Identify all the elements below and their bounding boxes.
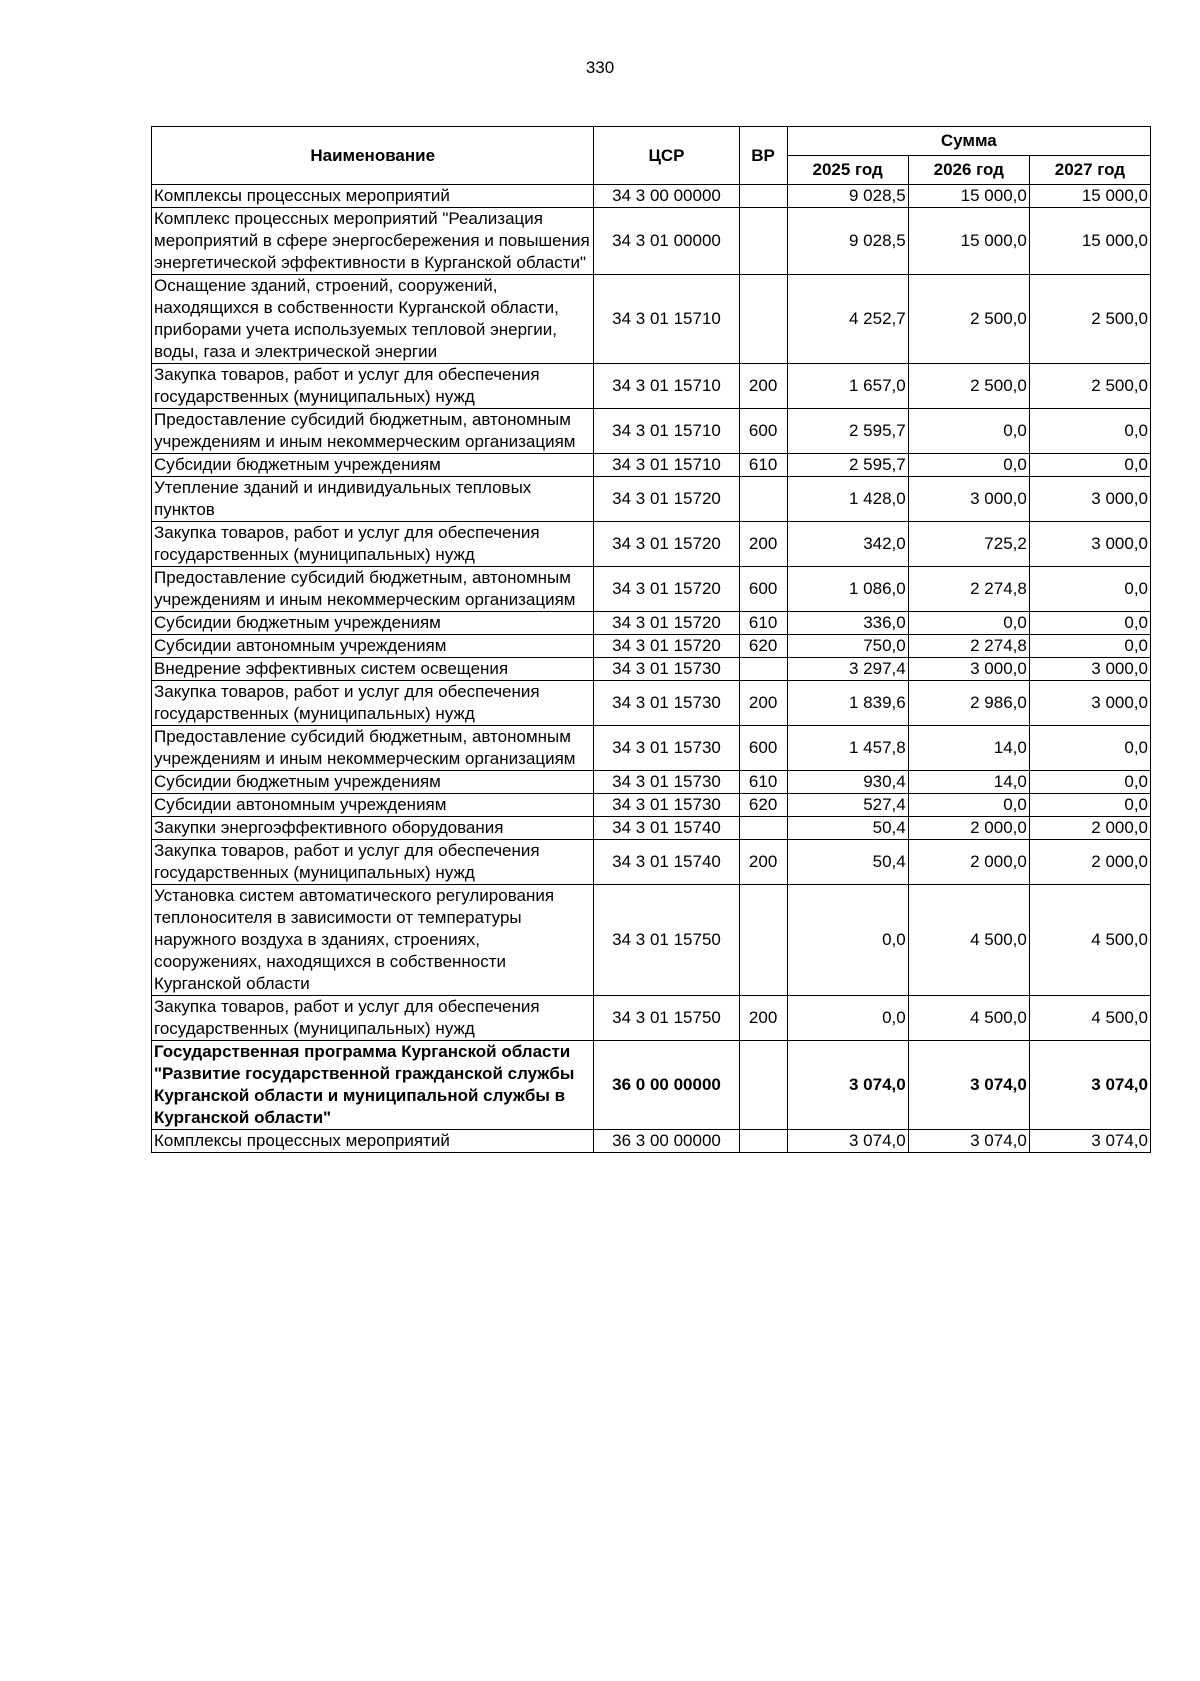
cell-2027: 15 000,0 — [1029, 185, 1150, 208]
cell-vr: 200 — [739, 840, 787, 885]
table-row — [152, 477, 1151, 522]
table-row — [152, 612, 1151, 635]
cell-2025: 4 252,7 — [787, 275, 908, 364]
cell-2027: 0,0 — [1029, 612, 1150, 635]
cell-2025: 750,0 — [787, 635, 908, 658]
cell-2027: 3 000,0 — [1029, 477, 1150, 522]
header-vr: ВР — [739, 127, 787, 185]
table-row — [152, 771, 1151, 794]
cell-2025: 2 595,7 — [787, 454, 908, 477]
cell-2027: 0,0 — [1029, 771, 1150, 794]
header-year-2026: 2026 год — [908, 156, 1029, 185]
cell-vr — [739, 1130, 787, 1153]
cell-2026: 3 074,0 — [908, 1041, 1029, 1130]
cell-2026: 14,0 — [908, 771, 1029, 794]
table-row — [152, 522, 1151, 567]
cell-name: Субсидии бюджетным учреждениям — [152, 454, 594, 477]
cell-name: Утепление зданий и индивидуальных тепловых пунктов — [152, 477, 594, 522]
cell-2025: 1 457,8 — [787, 726, 908, 771]
cell-vr — [739, 185, 787, 208]
cell-2027: 3 000,0 — [1029, 681, 1150, 726]
cell-2026: 0,0 — [908, 409, 1029, 454]
cell-2027: 0,0 — [1029, 454, 1150, 477]
cell-name: Закупка товаров, работ и услуг для обеспечения государственных (муниципальных) нужд — [152, 522, 594, 567]
cell-2027: 0,0 — [1029, 409, 1150, 454]
cell-csr: 34 3 01 15710 — [594, 275, 739, 364]
cell-name: Закупка товаров, работ и услуг для обеспечения государственных (муниципальных) нужд — [152, 681, 594, 726]
cell-name: Оснащение зданий, строений, сооружений, находящихся в собственности Курганской области, приборами учета используемых тепловой энергии, воды, газа и электрической энергии — [152, 275, 594, 364]
cell-vr: 600 — [739, 726, 787, 771]
cell-vr: 200 — [739, 681, 787, 726]
cell-2025: 3 074,0 — [787, 1041, 908, 1130]
cell-csr: 34 3 01 15740 — [594, 840, 739, 885]
cell-2026: 3 074,0 — [908, 1130, 1029, 1153]
cell-name: Закупки энергоэффективного оборудования — [152, 817, 594, 840]
table-row — [152, 726, 1151, 771]
cell-2027: 0,0 — [1029, 635, 1150, 658]
table-row — [152, 409, 1151, 454]
cell-name: Субсидии бюджетным учреждениям — [152, 612, 594, 635]
cell-2026: 0,0 — [908, 612, 1029, 635]
table-body — [152, 185, 1151, 1153]
cell-name: Закупка товаров, работ и услуг для обеспечения государственных (муниципальных) нужд — [152, 840, 594, 885]
cell-vr: 600 — [739, 567, 787, 612]
table-row — [152, 996, 1151, 1041]
cell-2027: 0,0 — [1029, 567, 1150, 612]
cell-2027: 3 074,0 — [1029, 1130, 1150, 1153]
cell-name: Комплексы процессных мероприятий — [152, 1130, 594, 1153]
cell-vr — [739, 275, 787, 364]
cell-vr — [739, 817, 787, 840]
cell-2027: 3 000,0 — [1029, 658, 1150, 681]
cell-csr: 34 3 01 00000 — [594, 208, 739, 275]
cell-csr: 34 3 01 15740 — [594, 817, 739, 840]
cell-csr: 34 3 01 15720 — [594, 477, 739, 522]
cell-2025: 3 297,4 — [787, 658, 908, 681]
cell-csr: 34 3 01 15730 — [594, 794, 739, 817]
table-row — [152, 794, 1151, 817]
cell-2025: 50,4 — [787, 840, 908, 885]
cell-name: Субсидии бюджетным учреждениям — [152, 771, 594, 794]
table-row — [152, 681, 1151, 726]
cell-vr: 620 — [739, 794, 787, 817]
cell-name: Субсидии автономным учреждениям — [152, 635, 594, 658]
table-row — [152, 885, 1151, 996]
cell-2026: 2 274,8 — [908, 567, 1029, 612]
header-sum: Сумма — [787, 127, 1150, 156]
cell-name: Комплексы процессных мероприятий — [152, 185, 594, 208]
cell-2027: 2 000,0 — [1029, 840, 1150, 885]
cell-vr: 200 — [739, 996, 787, 1041]
cell-2025: 1 657,0 — [787, 364, 908, 409]
cell-name: Внедрение эффективных систем освещения — [152, 658, 594, 681]
table-row — [152, 658, 1151, 681]
cell-2025: 3 074,0 — [787, 1130, 908, 1153]
cell-csr: 34 3 01 15720 — [594, 522, 739, 567]
cell-vr — [739, 1041, 787, 1130]
cell-vr: 600 — [739, 409, 787, 454]
cell-2025: 336,0 — [787, 612, 908, 635]
cell-csr: 34 3 01 15730 — [594, 726, 739, 771]
cell-2025: 0,0 — [787, 996, 908, 1041]
cell-2025: 930,4 — [787, 771, 908, 794]
cell-csr: 34 3 01 15720 — [594, 635, 739, 658]
cell-csr: 36 3 00 00000 — [594, 1130, 739, 1153]
cell-2026: 2 986,0 — [908, 681, 1029, 726]
cell-2025: 342,0 — [787, 522, 908, 567]
cell-2026: 4 500,0 — [908, 885, 1029, 996]
cell-2025: 9 028,5 — [787, 185, 908, 208]
cell-csr: 34 3 01 15710 — [594, 364, 739, 409]
cell-2026: 14,0 — [908, 726, 1029, 771]
header-year-2027: 2027 год — [1029, 156, 1150, 185]
cell-2026: 2 274,8 — [908, 635, 1029, 658]
header-name: Наименование — [152, 127, 594, 185]
cell-2027: 15 000,0 — [1029, 208, 1150, 275]
table-row — [152, 275, 1151, 364]
table-row — [152, 817, 1151, 840]
cell-vr: 610 — [739, 612, 787, 635]
cell-2026: 15 000,0 — [908, 208, 1029, 275]
cell-2025: 527,4 — [787, 794, 908, 817]
cell-vr: 610 — [739, 454, 787, 477]
cell-2027: 2 500,0 — [1029, 364, 1150, 409]
cell-2026: 2 000,0 — [908, 840, 1029, 885]
cell-2026: 4 500,0 — [908, 996, 1029, 1041]
cell-2026: 2 500,0 — [908, 275, 1029, 364]
cell-name: Закупка товаров, работ и услуг для обеспечения государственных (муниципальных) нужд — [152, 996, 594, 1041]
table-row — [152, 1130, 1151, 1153]
cell-2025: 1 428,0 — [787, 477, 908, 522]
header-year-2025: 2025 год — [787, 156, 908, 185]
cell-2027: 0,0 — [1029, 794, 1150, 817]
cell-csr: 34 3 01 15730 — [594, 771, 739, 794]
cell-csr: 34 3 01 15750 — [594, 996, 739, 1041]
cell-2025: 2 595,7 — [787, 409, 908, 454]
cell-2025: 1 086,0 — [787, 567, 908, 612]
cell-name: Закупка товаров, работ и услуг для обеспечения государственных (муниципальных) нужд — [152, 364, 594, 409]
cell-vr — [739, 658, 787, 681]
cell-2026: 3 000,0 — [908, 477, 1029, 522]
cell-csr: 34 3 01 15750 — [594, 885, 739, 996]
cell-2027: 0,0 — [1029, 726, 1150, 771]
cell-2027: 2 500,0 — [1029, 275, 1150, 364]
header-csr: ЦСР — [594, 127, 739, 185]
budget-table — [151, 126, 1151, 1153]
cell-2025: 1 839,6 — [787, 681, 908, 726]
cell-name: Субсидии автономным учреждениям — [152, 794, 594, 817]
cell-vr: 610 — [739, 771, 787, 794]
cell-name: Установка систем автоматического регулирования теплоносителя в зависимости от температуры наружного воздуха в зданиях, строениях, сооружениях, находящихся в собственности Курганской области — [152, 885, 594, 996]
cell-name: Предоставление субсидий бюджетным, автономным учреждениям и иным некоммерческим организациям — [152, 567, 594, 612]
table-row — [152, 208, 1151, 275]
cell-csr: 34 3 01 15710 — [594, 454, 739, 477]
cell-name: Предоставление субсидий бюджетным, автономным учреждениям и иным некоммерческим организациям — [152, 409, 594, 454]
cell-2025: 50,4 — [787, 817, 908, 840]
cell-2026: 0,0 — [908, 794, 1029, 817]
cell-2026: 3 000,0 — [908, 658, 1029, 681]
cell-vr: 620 — [739, 635, 787, 658]
cell-2026: 15 000,0 — [908, 185, 1029, 208]
cell-2026: 0,0 — [908, 454, 1029, 477]
cell-vr — [739, 477, 787, 522]
cell-2025: 0,0 — [787, 885, 908, 996]
cell-name: Предоставление субсидий бюджетным, автономным учреждениям и иным некоммерческим организациям — [152, 726, 594, 771]
table-row — [152, 454, 1151, 477]
table-row — [152, 364, 1151, 409]
cell-csr: 34 3 01 15720 — [594, 567, 739, 612]
table-row — [152, 1041, 1151, 1130]
cell-vr — [739, 885, 787, 996]
cell-csr: 34 3 01 15730 — [594, 658, 739, 681]
cell-2027: 4 500,0 — [1029, 885, 1150, 996]
cell-2025: 9 028,5 — [787, 208, 908, 275]
cell-2026: 2 000,0 — [908, 817, 1029, 840]
cell-csr: 34 3 00 00000 — [594, 185, 739, 208]
cell-vr — [739, 208, 787, 275]
cell-name: Государственная программа Курганской области "Развитие государственной гражданской службы Курганской области и муниципальной службы в Курганской области" — [152, 1041, 594, 1130]
table-row — [152, 635, 1151, 658]
cell-2026: 2 500,0 — [908, 364, 1029, 409]
cell-vr: 200 — [739, 522, 787, 567]
cell-2027: 2 000,0 — [1029, 817, 1150, 840]
cell-2027: 3 074,0 — [1029, 1041, 1150, 1130]
page-number: 330 — [585, 58, 615, 77]
cell-name: Комплекс процессных мероприятий "Реализация мероприятий в сфере энергосбережения и повышения энергетической эффективности в Курганской области" — [152, 208, 594, 275]
table-row — [152, 840, 1151, 885]
cell-csr: 34 3 01 15730 — [594, 681, 739, 726]
table-row — [152, 185, 1151, 208]
cell-2026: 725,2 — [908, 522, 1029, 567]
table-row — [152, 567, 1151, 612]
cell-2027: 3 000,0 — [1029, 522, 1150, 567]
cell-vr: 200 — [739, 364, 787, 409]
cell-csr: 34 3 01 15720 — [594, 612, 739, 635]
cell-2027: 4 500,0 — [1029, 996, 1150, 1041]
cell-csr: 36 0 00 00000 — [594, 1041, 739, 1130]
cell-csr: 34 3 01 15710 — [594, 409, 739, 454]
